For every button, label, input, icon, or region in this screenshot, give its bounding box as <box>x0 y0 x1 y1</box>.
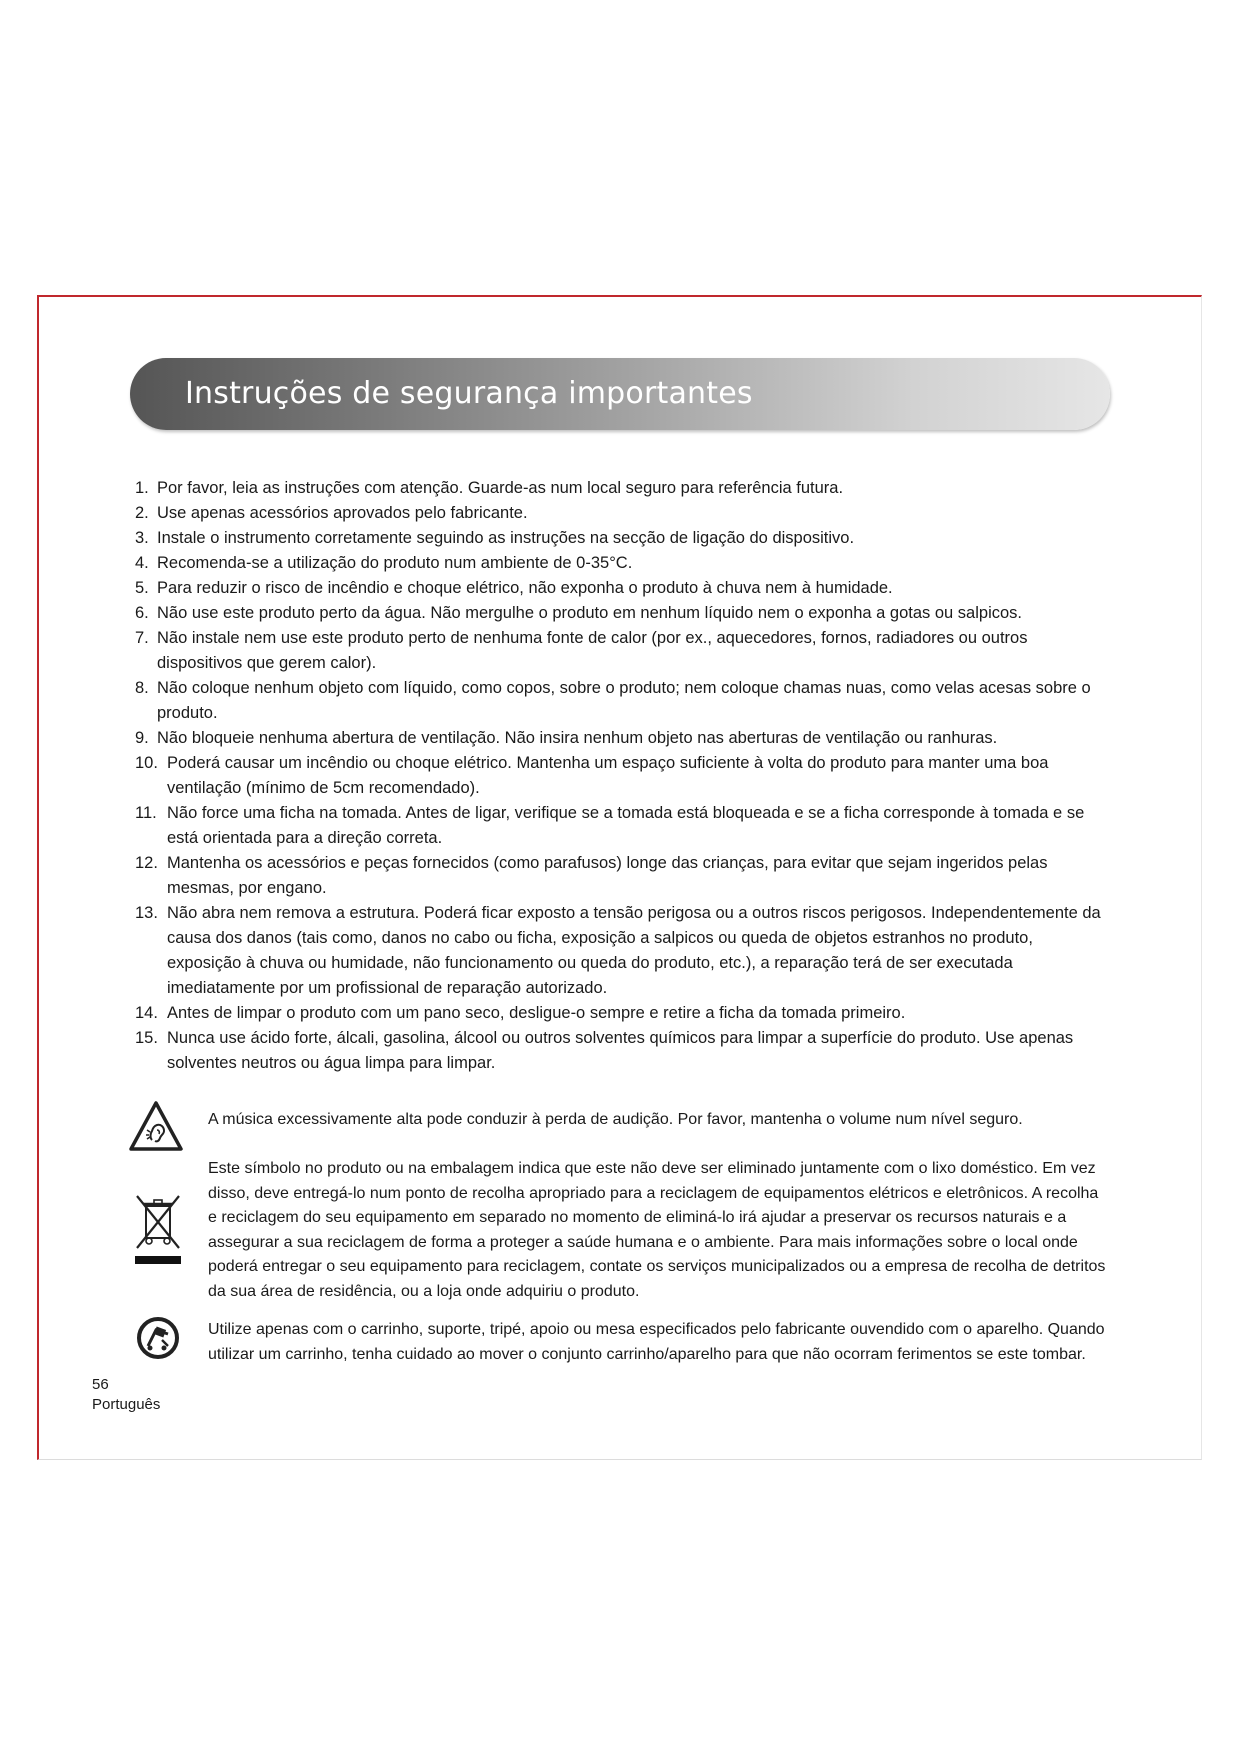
list-item: 6. Não use este produto perto da água. Não mergulhe o produto em nenhum líquido nem o exponha a gotas ou salpicos. <box>135 604 1022 622</box>
list-item: 2. Use apenas acessórios aprovados pelo fabricante. <box>135 504 528 522</box>
list-item: 4. Recomenda-se a utilização do produto num ambiente de 0-35°C. <box>135 554 633 572</box>
title-banner <box>130 358 1110 430</box>
weee-recycling-text: Este símbolo no produto ou na embalagem indica que este não deve ser eliminado juntamente com o lixo doméstico. Em vez disso, deve entregá-lo num ponto de recolha apropriado para a reciclagem de equipamentos elétricos e eletrônicos. A recolha e reciclagem do seu equipamento em separado no momento de eliminá-lo irá ajudar a preservar os recursos naturais e a assegurar a sua reciclagem de forma a proteger a saúde humana e o ambiente. Para mais informações sobre o local onde poderá entregar o seu equipamento para reciclagem, contate os serviços municipalizados ou a empresa de recolha de detritos da sua área de residência, ou a loja onde adquiriu o produto. <box>208 1160 1106 1300</box>
list-item: 13. Não abra nem remova a estrutura. Poderá ficar exposto a tensão perigosa ou a outros riscos perigosos. Independentemente da causa dos danos (tais como, danos no cabo ou ficha, exposição a salpicos ou queda de objetos estranhos no produto, exposição à chuva ou humidade, não funcionamento ou queda do produto, etc.), a reparação terá de ser executada imediatamente por um profissional de reparação autorizado. <box>135 904 1101 997</box>
hearing-warning-text: A música excessivamente alta pode conduzir à perda de audição. Por favor, mantenha o volume num nível seguro. <box>208 1111 1023 1128</box>
list-item: 8. Não coloque nenhum objeto com líquido, como copos, sobre o produto; nem coloque chamas nuas, como velas acesas sobre o produto. <box>135 679 1091 722</box>
instruction-list <box>135 476 1105 1076</box>
page-title: Instruções de segurança importantes <box>185 376 753 411</box>
cart-tip-over-icon <box>136 1316 180 1360</box>
cart-warning-text: Utilize apenas com o carrinho, suporte, tripé, apoio ou mesa especificados pelo fabricante ouvendido com o aparelho. Quando utilizar um carrinho, tenha cuidado ao mover o conjunto carrinho/aparelho para que não ocorram ferimentos se este tombar. <box>208 1321 1105 1363</box>
page-number: 56 <box>92 1376 109 1393</box>
list-item: 11. Não force uma ficha na tomada. Antes de ligar, verifique se a tomada está bloqueada e se a ficha corresponde à tomada e se está orientada para a direção correta. <box>135 804 1085 847</box>
list-item: 1. Por favor, leia as instruções com atenção. Guarde-as num local seguro para referência futura. <box>135 479 844 497</box>
page-language: Português <box>92 1396 161 1413</box>
list-item: 5. Para reduzir o risco de incêndio e choque elétrico, não exponha o produto à chuva nem à humidade. <box>135 579 893 597</box>
list-item: 10. Poderá causar um incêndio ou choque elétrico. Mantenha um espaço suficiente à volta do produto para manter uma boa ventilação (mínimo de 5cm recomendado). <box>135 754 1049 797</box>
hearing-warning-icon <box>128 1100 184 1152</box>
list-item: 3. Instale o instrumento corretamente seguindo as instruções na secção de ligação do dispositivo. <box>135 529 855 547</box>
list-item: 7. Não instale nem use este produto perto de nenhuma fonte de calor (por ex., aquecedores, fornos, radiadores ou outros dispositivos que gerem calor). <box>135 629 1028 672</box>
list-item: 15. Nunca use ácido forte, álcali, gasolina, álcool ou outros solventes químicos para limpar a superfície do produto. Use apenas solventes neutros ou água limpa para limpar. <box>135 1029 1074 1072</box>
list-item: 14. Antes de limpar o produto com um pano seco, desligue-o sempre e retire a ficha da tomada primeiro. <box>135 1004 906 1022</box>
crossed-bin-icon <box>133 1192 183 1268</box>
list-item: 12. Mantenha os acessórios e peças fornecidos (como parafusos) longe das crianças, para evitar que sejam ingeridos pelas mesmas, por engano. <box>135 854 1048 897</box>
list-item: 9. Não bloqueie nenhuma abertura de ventilação. Não insira nenhum objeto nas aberturas de ventilação ou ranhuras. <box>135 729 998 747</box>
